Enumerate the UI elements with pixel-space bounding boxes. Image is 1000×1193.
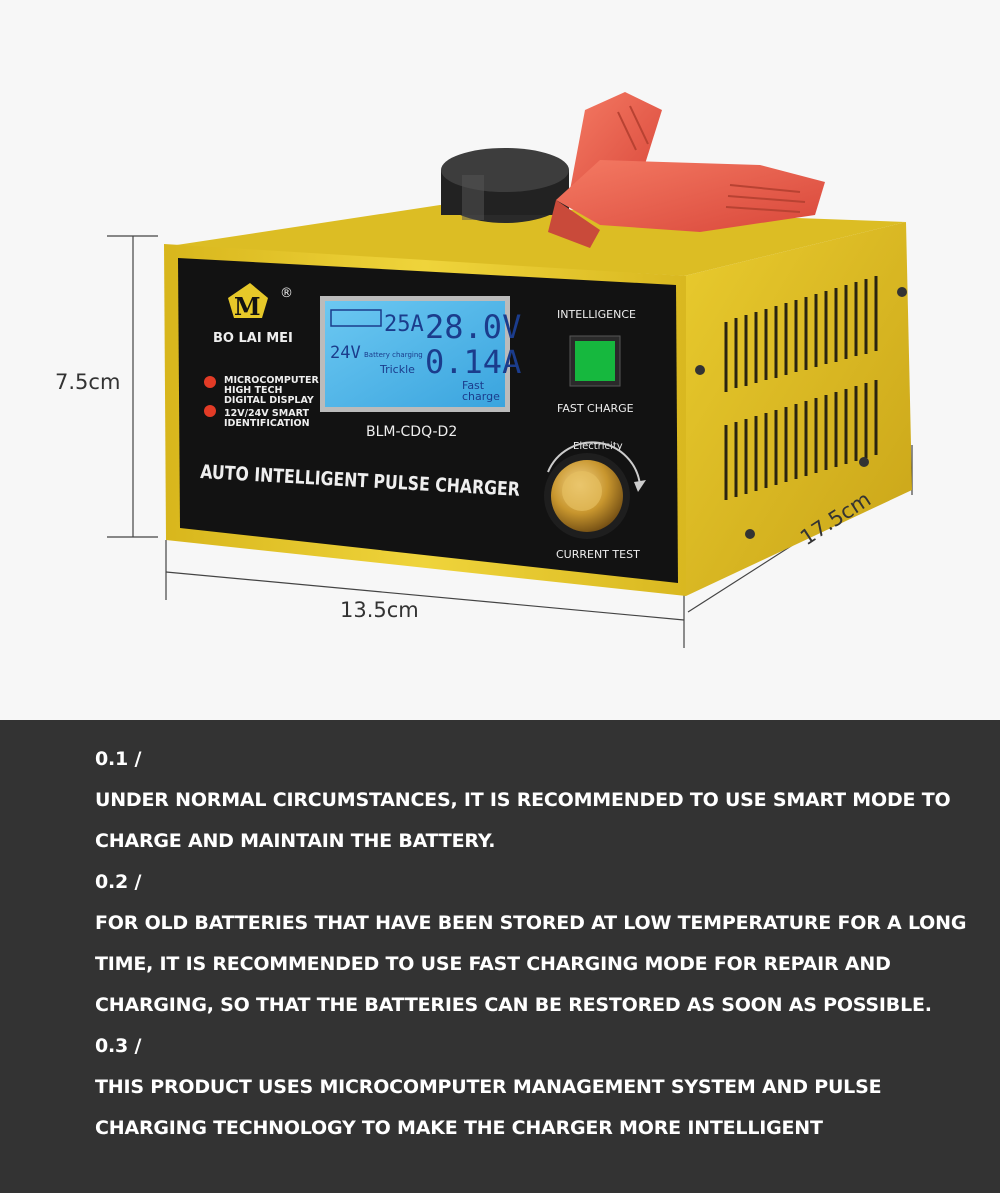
depth-dimension: 17.5cm: [796, 487, 876, 551]
note-text: CHARGING TECHNOLOGY TO MAKE THE CHARGER MORE INTELLIGENT: [95, 1117, 823, 1139]
notes-section: [0, 720, 1000, 1193]
note-text: TIME, IT IS RECOMMENDED TO USE FAST CHARGING MODE FOR REPAIR AND: [95, 953, 891, 975]
electricity-label: Electricity: [573, 441, 623, 452]
registered-mark: ®: [280, 286, 293, 301]
lcd-voltage: 28.0V: [425, 308, 522, 346]
feature-line: IDENTIFICATION: [224, 418, 310, 429]
black-clamp: [441, 148, 569, 223]
feature-line: DIGITAL DISPLAY: [224, 395, 314, 406]
height-dimension: 7.5cm: [55, 370, 121, 394]
model-number: BLM-CDQ-D2: [366, 424, 458, 440]
current-knob-cap: [562, 471, 602, 511]
lcd-trickle: Trickle: [380, 363, 415, 376]
note-number: 0.2 /: [95, 871, 142, 893]
lcd-current: 0.14A: [425, 343, 522, 381]
side-screw: [859, 457, 869, 467]
feature-line: MICROCOMPUTER: [224, 375, 319, 386]
note-text: UNDER NORMAL CIRCUMSTANCES, IT IS RECOMMENDED TO USE SMART MODE TO: [95, 789, 951, 811]
product-tagline: AUTO INTELLIGENT PULSE CHARGER: [199, 461, 588, 505]
lcd-charge: charge: [462, 390, 500, 403]
note-number: 0.1 /: [95, 748, 142, 770]
intelligence-label: INTELLIGENCE: [557, 308, 636, 321]
charger-side: [684, 222, 912, 596]
note-text: THIS PRODUCT USES MICROCOMPUTER MANAGEMENT SYSTEM AND PULSE: [95, 1076, 882, 1098]
brand-mark: M: [234, 292, 261, 321]
side-screw: [897, 287, 907, 297]
width-dimension: 13.5cm: [340, 598, 419, 622]
feature-line: 12V/24V SMART: [224, 408, 309, 419]
side-screw: [745, 529, 755, 539]
brand-name: BO LAI MEI: [213, 331, 293, 346]
note-number: 0.3 /: [95, 1035, 142, 1057]
lcd-current-setting: 25A: [384, 312, 424, 337]
feature-line: HIGH TECH: [224, 385, 283, 396]
lcd-fast: Fast: [462, 379, 485, 392]
feature-bullet-red: [204, 376, 216, 388]
mode-button: [575, 341, 615, 381]
note-text: FOR OLD BATTERIES THAT HAVE BEEN STORED AT LOW TEMPERATURE FOR A LONG: [95, 912, 967, 934]
current-test-label: CURRENT TEST: [556, 548, 640, 561]
fast-charge-label: FAST CHARGE: [557, 402, 634, 415]
lcd-battery-type: 24V: [330, 343, 361, 363]
side-screw: [695, 365, 705, 375]
feature-bullet-red: [204, 405, 216, 417]
note-text: CHARGING, SO THAT THE BATTERIES CAN BE RESTORED AS SOON AS POSSIBLE.: [95, 994, 932, 1016]
note-text: CHARGE AND MAINTAIN THE BATTERY.: [95, 830, 496, 852]
lcd-status: Battery charging: [364, 351, 423, 359]
